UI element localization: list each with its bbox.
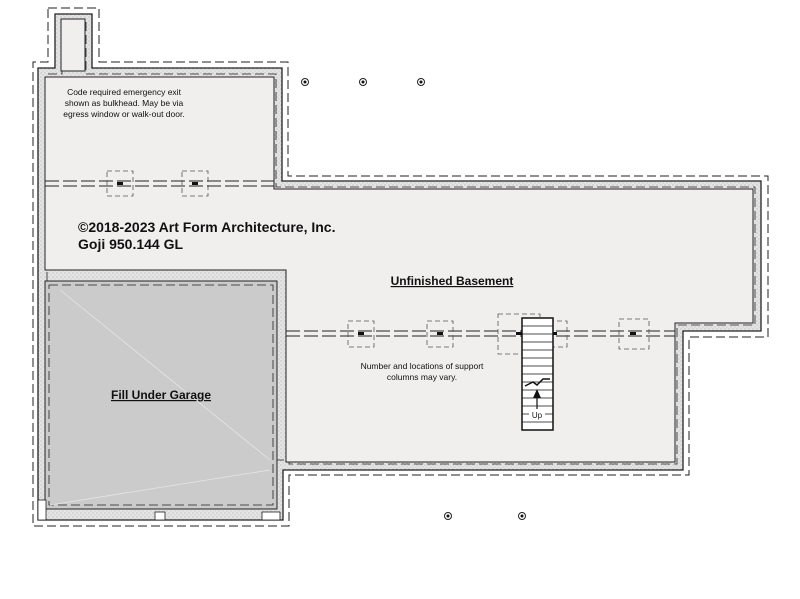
bulkhead-note-line2: shown as bulkhead. May be via: [64, 98, 184, 108]
support-column: [516, 332, 522, 335]
support-column: [358, 332, 364, 335]
bulkhead-note-line3: egress window or walk-out door.: [63, 109, 185, 119]
bulkhead-well: [61, 19, 85, 71]
support-column: [437, 332, 443, 335]
room-label-garage-fill: Fill Under Garage: [110, 388, 212, 402]
support-column: [117, 182, 123, 185]
wall-notch: [38, 500, 46, 520]
stair-label-up: Up: [531, 411, 543, 420]
exterior-pier-dot: [362, 81, 365, 84]
exterior-pier-dot: [420, 81, 423, 84]
columns-note-line2: columns may vary.: [386, 372, 458, 382]
columns-note-line1: Number and locations of support: [360, 361, 484, 371]
exterior-pier-dot: [304, 81, 307, 84]
exterior-pier-dot: [521, 515, 524, 518]
exterior-pier-dot: [447, 515, 450, 518]
wall-notch: [155, 512, 165, 520]
wall-notch: [262, 512, 280, 520]
copyright-line: ©2018-2023 Art Form Architecture, Inc.: [78, 219, 336, 235]
bulkhead-note-line1: Code required emergency exit: [67, 87, 181, 97]
plan-number: Goji 950.144 GL: [78, 236, 184, 252]
support-column: [192, 182, 198, 185]
support-column: [630, 332, 636, 335]
room-label-basement: Unfinished Basement: [390, 274, 514, 288]
